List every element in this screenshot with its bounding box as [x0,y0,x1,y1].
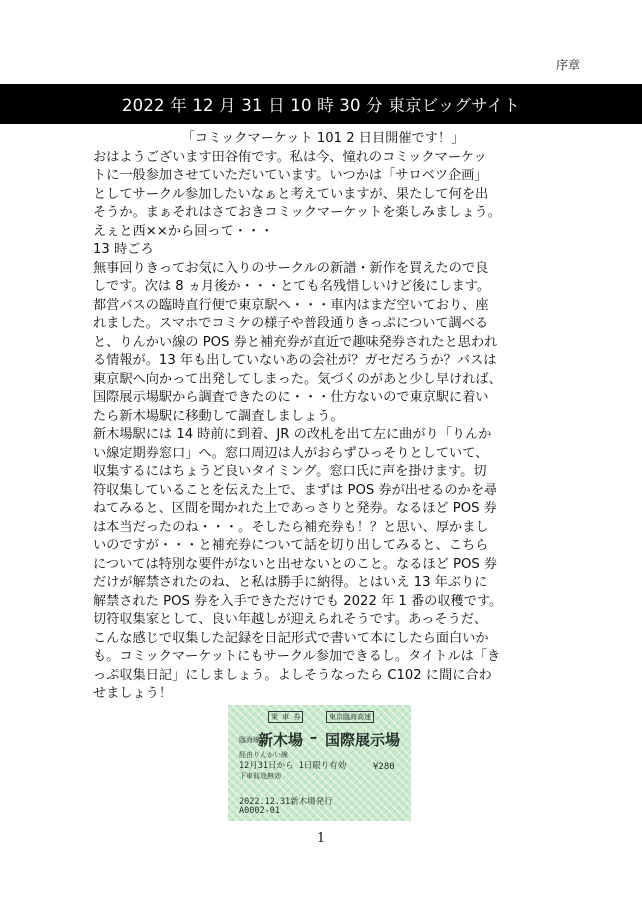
body-line: る情報が。13 年も出していないあの会社が？ガセだろうか？バスは [93,353,497,368]
body-line: 解禁された POS 券を入手できただけでも 2022 年 1 番の収穫です。 [93,593,503,609]
body-line: 符収集していることを伝えた上で、まずは POS 券が出せるのかを尋 [93,482,498,498]
body-line: としてサークル参加したいなぁと考えていますが、果たして何を出 [93,186,489,202]
body-line: も。コミックマーケットにもサークル参加できるし。タイトルは「き [93,649,501,664]
body-line: 国際展示場駅から調査できたのに・・・仕方ないので東京駅に着い [93,390,489,405]
body-line: だけが解禁されたのね、と私は勝手に納得。とはいえ 13 年ぶりに [93,575,488,590]
body-line: トに一般参加させていただいています。いつかは「サロベツ企画」 [93,168,488,183]
body-line: ねてみると、区間を聞かれた上であっさりと発券。なるほど POS 券 [93,501,497,516]
body-line: れました。スマホでコミケの様子や普段通りきっぷについて調べる [93,316,489,331]
page-number: 1 [316,831,326,846]
body-line: おはようございます田谷侑です。私は今、憧れのコミックマーケッ [93,149,487,165]
ticket-to: 国際展示場 [325,731,401,749]
body-line: っぷ収集日記」にしましょう。よしそうなったら C102 に間に合わ [93,667,492,683]
body-line: せましょう！ [93,686,173,701]
title-bar [0,84,642,124]
body-line: しです。次は 8 ヵ月後か・・・とても名残惜しいけど後にします。 [93,279,491,294]
body-line: こんな感じで収集した記録を日記形式で書いて本にしたら面白いか [93,630,489,646]
ticket-validity: 12月31日から 1日限り有効 [239,761,347,771]
body-text [93,130,553,704]
section-title: 2022 年 12 月 31 日 10 時 30 分 東京ビッグサイト [121,96,521,115]
body-line: 切符収集家として、良い年越しが迎えられそうです。あっそうだ、 [93,612,488,627]
ticket-arrow: ➡ [310,731,318,745]
body-line: えぇと西××から回って・・・ [93,223,274,239]
ticket-issued: 2022.12.31新木場発行 [239,797,333,807]
body-line: 東京駅へ向かって出発してしまった。気づくのがあと少し早ければ、 [93,371,502,387]
ticket-prefix: 臨海線 [239,736,260,744]
ticket-from: 新木場 [258,731,304,749]
body-line: 13 時ごろ [93,242,154,257]
body-line: い線定期券窓口」へ。窓口周辺は人がおらずひっそりとしていて、 [93,445,489,461]
body-line: 無事回りきってお気に入りのサークルの新譜・新作を買えたので良 [93,260,489,276]
body-line: 収集するにはちょうど良いタイミング。窓口氏に声を掛けます。切 [93,464,487,479]
body-line: そうか。まぁそれはさておきコミックマーケットを楽しみましょう。 [93,205,501,220]
body-line: については特別な要件がないと出せないとのこと。なるほど POS 券 [93,556,498,572]
ticket-header-right: 東京臨海高速 [326,711,374,723]
body-line: いのですが・・・と補充券について話を切り出してみると、こちら [93,538,489,553]
ticket-image [228,705,411,821]
ticket-note: 下車前途無効 [239,772,281,780]
body-line: 都営バスの臨時直行便で東京駅へ・・・車内はまだ空いており、座 [93,297,489,313]
body-line: は本当だったのね・・・。そしたら補充券も！？と思い、厚かまし [93,519,489,535]
body-line: 「コミックマーケット 101 2 日目開催です！」 [181,131,465,146]
ticket-header-left: 乗 車 券 [268,711,303,723]
body-line: と、りんかい線の POS 券と補充券が直近で趣味発券されたと思われ [93,334,498,350]
ticket-route: 経由りんかい線 [239,751,288,759]
ticket-serial: A0002-01 [239,806,280,816]
chapter-label: 序章 [556,58,581,72]
body-line: 新木場駅には 14 時前に到着、JR の改札を出て左に曲がり「りんか [93,427,492,442]
body-line: たら新木場駅に移動して調査しましょう。 [93,408,344,424]
ticket-price: ¥280 [373,762,395,772]
